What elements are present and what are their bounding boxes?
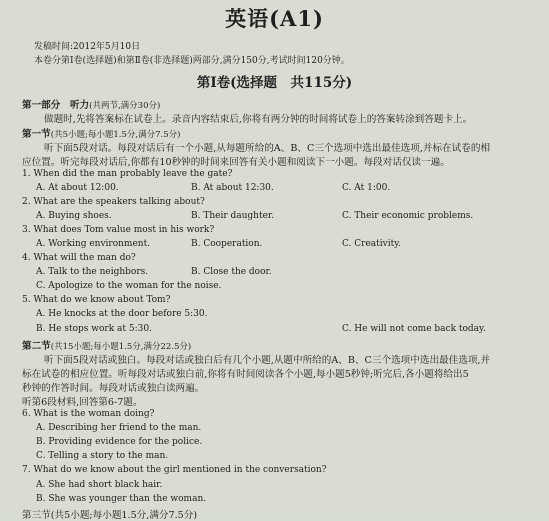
q1-option-b: B. At about 12:30. xyxy=(191,183,274,193)
q2-option-c: C. Their economic problems. xyxy=(342,211,474,221)
q5-option-b: B. He stops work at 5:30. xyxy=(36,324,152,334)
section2-instruction-line3: 秒钟的作答时间。每段对话或独白读两遍。 xyxy=(22,383,205,394)
q3-option-b: B. Cooperation. xyxy=(191,239,263,249)
part1-heading: 第一部分 听力(共两节,满分30分) xyxy=(22,100,161,111)
question-3: 3. What does Tom value most in his work? xyxy=(22,225,215,235)
section1-instruction-line1: 听下面5段对话。每段对话后有一个小题,从每题所给的A、B、C三个选项中选出最佳选项,并标在试卷的相 xyxy=(44,143,491,154)
section1-heading: 第一节(共5小题;每小题1.5分,满分7.5分) xyxy=(22,129,181,140)
question-2: 2. What are the speakers talking about? xyxy=(22,197,205,207)
q3-option-c: C. Creativity. xyxy=(342,239,401,249)
q2-option-b: B. Their daughter. xyxy=(191,211,275,221)
q3-option-a: A. Working environment. xyxy=(36,239,151,249)
q4-option-b: B. Close the door. xyxy=(191,267,272,277)
question-5: 5. What do we know about Tom? xyxy=(22,295,171,305)
question-4: 4. What will the man do? xyxy=(22,253,136,263)
question-6: 6. What is the woman doing? xyxy=(22,409,155,419)
q1-option-a: A. At about 12:00. xyxy=(36,183,119,193)
part1-instruction: 做题时,先将答案标在试卷上。录音内容结束后,你将有两分钟的时间将试卷上的答案转涂到答题卡上。 xyxy=(44,114,473,125)
q6-option-c: C. Telling a story to the man. xyxy=(36,451,169,461)
q7-option-a: A. She had short black hair. xyxy=(36,480,163,490)
volume-title: 第Ⅰ卷(选择题 共115分) xyxy=(196,75,353,91)
exam-intro: 本卷分第Ⅰ卷(选择题)和第Ⅱ卷(非选择题)两部分,满分150分,考试时间120分钟。 xyxy=(34,56,350,66)
section2-material: 听第6段材料,回答第6-7题。 xyxy=(22,397,143,408)
section2-instruction-line1: 听下面5段对话或独白。每段对话或独白后有几个小题,从题中所给的A、B、C三个选项中选出最佳选项,并 xyxy=(44,355,491,366)
question-7: 7. What do we know about the girl mentioned in the conversation? xyxy=(22,465,327,475)
release-time: 发稿时间:2012年5月10日 xyxy=(34,42,141,52)
section2-instruction-line2: 标在试卷的相应位置。听每段对话或独白前,你将有时间阅读各个小题,每小题5秒钟;听完后,各小题将给出5 xyxy=(22,369,469,380)
q6-option-a: A. Describing her friend to the man. xyxy=(36,423,202,433)
q5-option-c: C. He will not come back today. xyxy=(342,324,486,334)
exam-title: 英语(A1) xyxy=(225,6,324,31)
q1-option-c: C. At 1:00. xyxy=(342,183,391,193)
q2-option-a: A. Buying shoes. xyxy=(36,211,112,221)
q7-option-b: B. She was younger than the woman. xyxy=(36,494,207,504)
q6-option-b: B. Providing evidence for the police. xyxy=(36,437,203,447)
q5-option-a: A. He knocks at the door before 5:30. xyxy=(36,309,208,319)
question-1: 1. When did the man probably leave the gate? xyxy=(22,169,233,179)
q4-option-a: A. Talk to the neighbors. xyxy=(36,267,149,277)
section1-instruction-line2: 应位置。听完每段对话后,你都有10秒钟的时间来回答有关小题和阅读下一小题。每段对话仅读一遍。 xyxy=(22,157,450,168)
cut-off-line: 第三节(共5小题;每小题1.5分,满分7.5分) xyxy=(22,510,198,521)
q4-option-c: C. Apologize to the woman for the noise. xyxy=(36,281,222,291)
section2-heading: 第二节(共15小题;每小题1.5分,满分22.5分) xyxy=(22,341,192,352)
